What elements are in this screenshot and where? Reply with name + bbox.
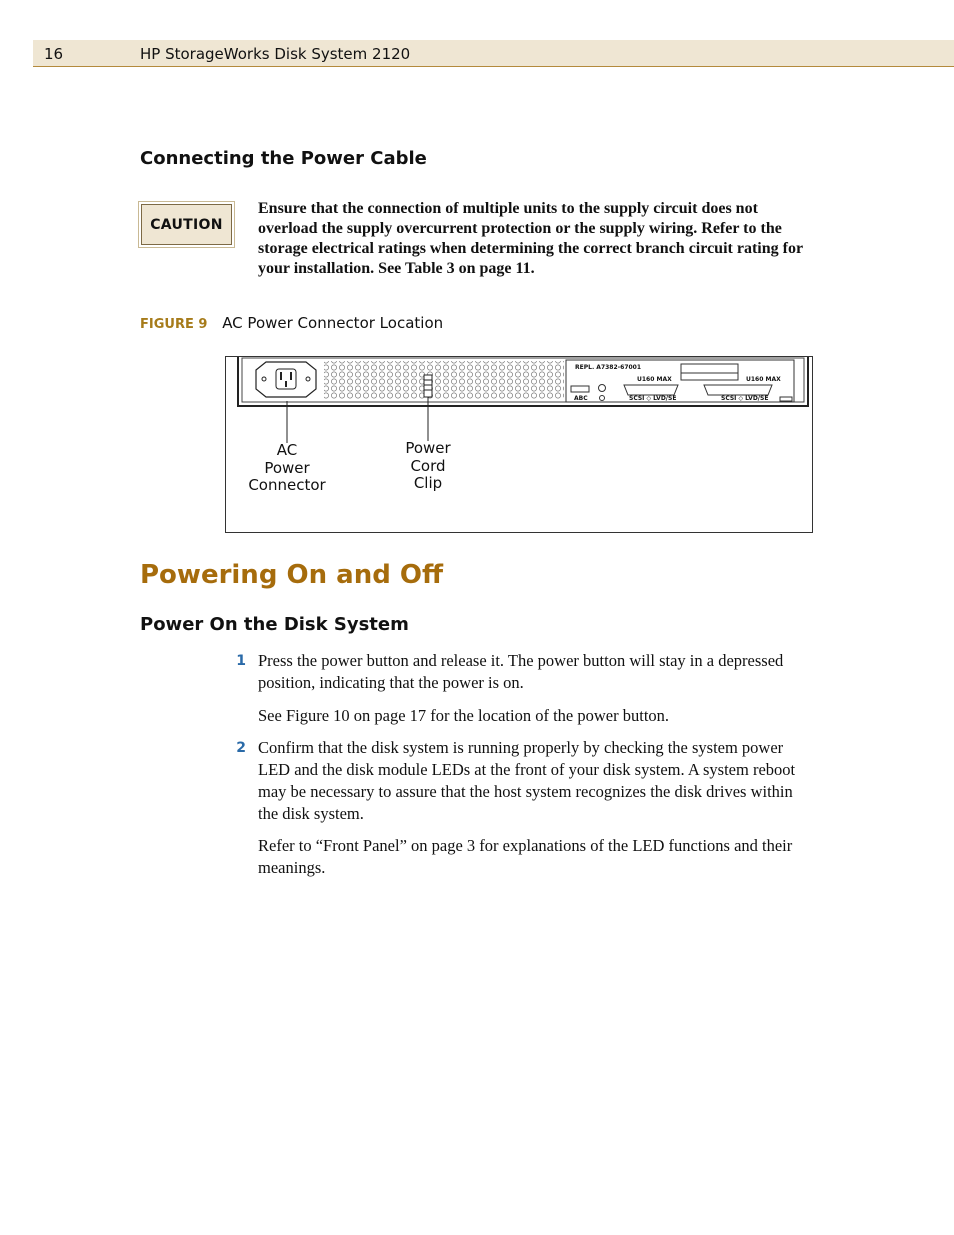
caution-badge: CAUTION [141,204,232,245]
step-text: Press the power button and release it. The power button will stay in a depressed position, indicating that the power is on. [258,651,784,692]
figure-label: FIGURE 9 [140,317,208,332]
ac-power-connector [256,362,316,397]
list-item [232,737,817,827]
figure-frame [225,356,813,533]
step-note: Refer to “Front Panel” on page 3 for explanations of the LED functions and their meanings. [258,836,793,877]
section-heading: Connecting the Power Cable [140,148,427,169]
figure-title: AC Power Connector Location [222,314,444,332]
document-title: HP StorageWorks Disk System 2120 [140,45,411,63]
step-number: 2 [236,740,246,756]
figure-caption [140,314,443,332]
abc-label: ABC [574,395,588,402]
vent-grid [324,361,564,399]
scsi2-label: SCSI ◇ LVD/SE [721,395,769,402]
step-number: 1 [236,653,246,669]
part-number-label: REPL. A7382-67001 [575,364,642,371]
step-note: See Figure 10 on page 17 for the location of the power button. [258,706,670,725]
running-header [33,40,954,67]
caution-text: Ensure that the connection of multiple units to the supply circuit does not overload the supply overcurrent protection or the supply wiring. Refer to the storage electrical ratings when determining the correct branch circuit rating for your installation. See Table 3 on page 11. [258,200,803,277]
callout-power-cord-clip: Power Cord Clip [405,439,451,492]
list-item [232,650,817,696]
scsi1-label: SCSI ◇ LVD/SE [629,395,677,402]
step-text: Confirm that the disk system is running properly by checking the system power LED and the disk module LEDs at the front of your disk system. A system reboot may be necessary to assure that the host system recognizes the disk drives within the disk system. [258,738,796,823]
port1-label: U160 MAX [637,376,672,383]
page-number: 16 [44,45,64,63]
subsection-heading: Power On the Disk System [140,614,409,635]
callout-ac-power-connector: AC Power Connector [248,441,326,494]
port2-label: U160 MAX [746,376,781,383]
chapter-heading: Powering On and Off [140,560,444,590]
power-cord-clip [424,375,432,397]
